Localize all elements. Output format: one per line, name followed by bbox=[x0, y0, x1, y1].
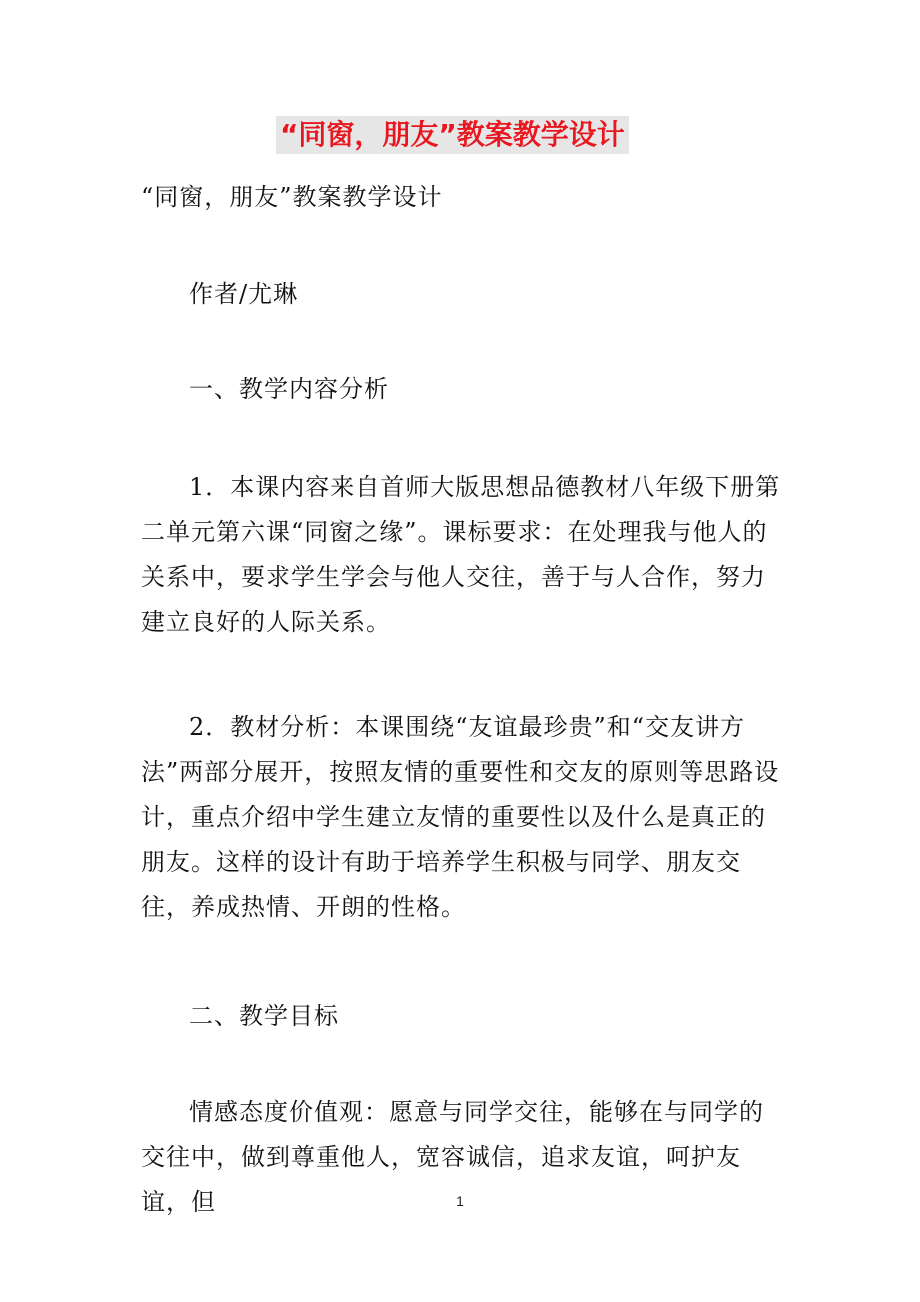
document-title: “同窗，朋友”教案教学设计 bbox=[276, 116, 629, 154]
paragraph-material-analysis: 2．教材分析：本课围绕“友谊最珍贵”和“交友讲方法”两部分展开，按照友情的重要性和交友的原则等思路设计，重点介绍中学生建立友情的重要性以及什么是真正的朋友。这样的设计有助于培养学生积极与同学、朋友交往，养成热情、开朗的性格。 bbox=[141, 713, 780, 921]
section-heading-content-analysis: 一、教学内容分析 bbox=[189, 375, 389, 403]
page-number: 1 bbox=[456, 1193, 464, 1209]
section-heading-teaching-goals: 二、教学目标 bbox=[189, 1002, 339, 1030]
paragraph-course-content: 1．本课内容来自首师大版思想品德教材八年级下册第二单元第六课“同窗之缘”。课标要求：在处理我与他人的关系中，要求学生学会与他人交往，善于与人合作，努力建立良好的人际关系。 bbox=[141, 473, 781, 636]
document-subtitle: “同窗，朋友”教案教学设计 bbox=[141, 183, 443, 211]
author-line: 作者/尤琳 bbox=[189, 280, 299, 308]
paragraph-emotional-goals: 情感态度价值观：愿意与同学交往，能够在与同学的交往中，做到尊重他人，宽容诚信，追求友谊，呵护友谊，但 bbox=[141, 1098, 764, 1216]
